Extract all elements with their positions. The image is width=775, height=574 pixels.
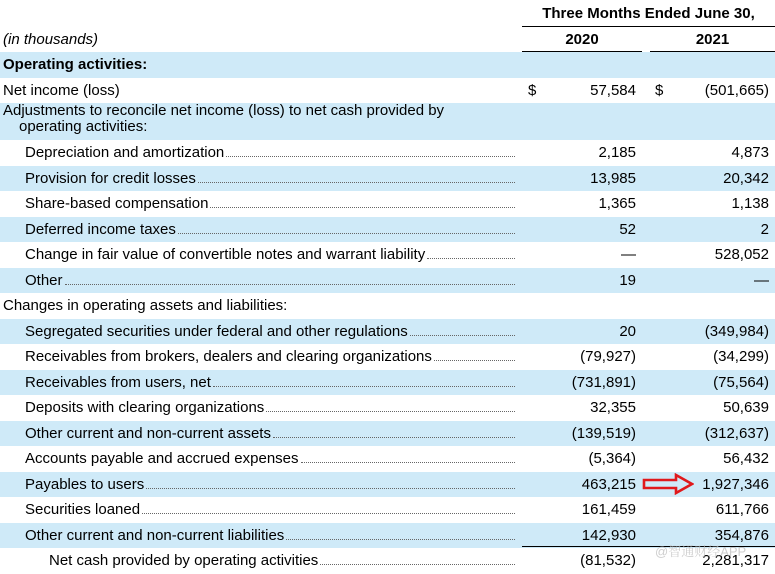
row-label: Deferred income taxes	[25, 220, 176, 238]
value-2021: (34,299)	[713, 348, 769, 365]
table-row	[0, 268, 775, 294]
value-2021: (75,564)	[713, 373, 769, 391]
dot-leader	[320, 564, 515, 565]
dollar-sign: $	[655, 81, 664, 99]
column-header-2021: 2021	[695, 31, 730, 48]
row-label: Net income (loss)	[3, 81, 120, 99]
value-2021: 1,138	[731, 195, 769, 212]
value-2020: 13,985	[590, 169, 636, 187]
table-header	[0, 0, 775, 52]
value-2021: 354,876	[714, 526, 769, 544]
table-row	[0, 370, 775, 396]
table-row	[0, 217, 775, 243]
value-2021: 1,927,346	[702, 475, 769, 493]
table-row	[0, 446, 775, 472]
row-label: Receivables from brokers, dealers and clearing organizations	[25, 348, 432, 365]
dot-leader	[65, 284, 515, 285]
table-row	[0, 395, 775, 421]
dot-leader	[427, 258, 515, 259]
value-2020: 2,185	[598, 144, 636, 161]
dot-leader	[434, 360, 515, 361]
row-label: Accounts payable and accrued expenses	[25, 450, 299, 467]
unit-label: (in thousands)	[3, 31, 99, 48]
row-label: Other current and non-current liabilities	[25, 526, 285, 544]
row-label: Operating activities:	[3, 56, 148, 73]
value-2020: 1,365	[598, 195, 636, 212]
table-row	[0, 166, 775, 192]
value-2021: 2	[760, 220, 769, 238]
row-label: Changes in operating assets and liabilities:	[3, 297, 288, 314]
value-2021: (501,665)	[704, 81, 769, 99]
table-row	[0, 293, 775, 319]
dot-leader	[213, 386, 515, 387]
dot-leader	[178, 233, 515, 234]
row-label: Payables to users	[25, 475, 145, 493]
value-2020: (139,519)	[571, 424, 636, 442]
dot-leader	[210, 207, 515, 208]
value-2020: (79,927)	[580, 348, 636, 365]
row-label: Receivables from users, net	[25, 373, 211, 391]
row-label: Share-based compensation	[25, 195, 209, 212]
table-row	[0, 497, 775, 523]
period-title: Three Months Ended June 30,	[542, 5, 755, 22]
row-label: Securities loaned	[25, 501, 141, 518]
dollar-sign: $	[528, 81, 537, 99]
value-2020: 57,584	[590, 81, 636, 99]
period-title-rule	[522, 26, 775, 27]
red-arrow-icon	[642, 473, 694, 495]
value-2021: 56,432	[723, 450, 769, 467]
value-2021: 50,639	[723, 399, 769, 416]
table-row	[0, 242, 775, 268]
value-2020: 52	[619, 220, 636, 238]
table-row	[0, 52, 775, 78]
table-row	[0, 78, 775, 104]
value-2020: (5,364)	[588, 450, 636, 467]
value-2020: (81,532)	[580, 552, 636, 569]
value-2021: (349,984)	[704, 322, 769, 340]
row-label: Provision for credit losses	[25, 169, 196, 187]
dot-leader	[142, 513, 515, 514]
value-2020: 161,459	[581, 501, 636, 518]
dot-leader	[410, 335, 515, 336]
table-row	[0, 191, 775, 217]
dot-leader	[286, 539, 515, 540]
table-row	[0, 140, 775, 166]
row-label: Net cash provided by operating activities	[49, 552, 319, 569]
dot-leader	[226, 156, 515, 157]
value-2020: (731,891)	[571, 373, 636, 391]
value-2020: 32,355	[590, 399, 636, 416]
row-label: Segregated securities under federal and other regulations	[25, 322, 408, 340]
dot-leader	[301, 462, 515, 463]
value-2021: 2,281,317	[702, 552, 769, 569]
table-row	[0, 319, 775, 345]
dot-leader	[198, 182, 515, 183]
row-label: Depreciation and amortization	[25, 144, 225, 161]
dot-leader	[266, 411, 515, 412]
value-2020: 20	[619, 322, 636, 340]
row-label: Other	[25, 271, 63, 289]
value-2021: 20,342	[723, 169, 769, 187]
row-label: Change in fair value of convertible notes and warrant liability	[25, 246, 426, 263]
value-2021: —	[754, 271, 769, 289]
dot-leader	[273, 437, 515, 438]
table-row	[0, 103, 775, 140]
row-label: Adjustments to reconcile net income (loss) to net cash provided by operating activities:	[3, 102, 445, 135]
value-2021: 611,766	[715, 501, 769, 518]
table-row	[0, 344, 775, 370]
value-2020: 142,930	[581, 526, 636, 544]
column-header-2020: 2020	[565, 31, 599, 48]
row-label: Other current and non-current assets	[25, 424, 271, 442]
table-row	[0, 421, 775, 447]
value-2020: 19	[619, 271, 636, 289]
row-label: Deposits with clearing organizations	[25, 399, 265, 416]
value-2021: 528,052	[714, 246, 769, 263]
value-2020: 463,215	[581, 475, 636, 493]
dot-leader	[146, 488, 515, 489]
value-2021: (312,637)	[704, 424, 769, 442]
cash-flow-table	[0, 52, 775, 574]
value-2020: —	[621, 246, 636, 263]
watermark: @智通财经APP	[655, 544, 747, 559]
value-2021: 4,873	[731, 144, 769, 161]
